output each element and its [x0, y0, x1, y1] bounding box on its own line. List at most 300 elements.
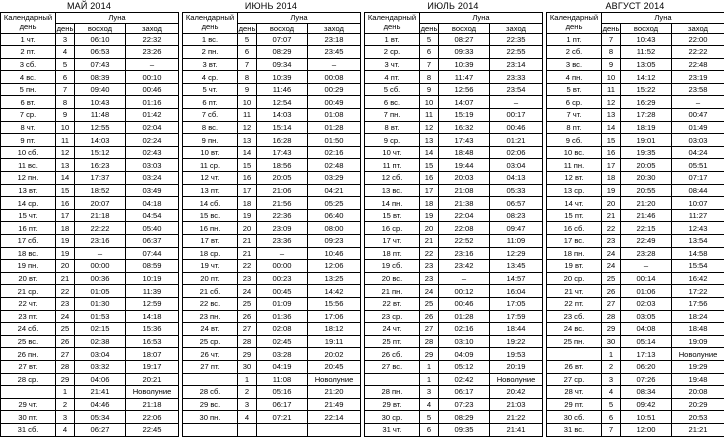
lunar-day-cell: 1 — [420, 360, 439, 373]
moonrise-cell: 20:03 — [439, 172, 490, 185]
table-row — [547, 310, 724, 323]
moonset-cell: 09:23 — [308, 235, 361, 248]
moonrise-cell: 11:46 — [257, 83, 308, 96]
calendar-day-cell: 30 пн. — [183, 411, 238, 424]
calendar-day-cell: 6 вт. — [1, 96, 56, 109]
table-row — [183, 197, 361, 210]
moonrise-cell: 21:38 — [439, 197, 490, 210]
moonset-cell: 02:24 — [126, 134, 179, 147]
lunar-day-cell: 14 — [420, 146, 439, 159]
lunar-day-cell: 21 — [420, 235, 439, 248]
moonrise-cell: 09:33 — [439, 46, 490, 59]
moonrise-cell: 15:22 — [621, 83, 672, 96]
calendar-day-cell: 23 пт. — [1, 310, 56, 323]
moonrise-cell: 14:12 — [621, 71, 672, 84]
moonset-cell: 18:44 — [490, 323, 543, 336]
lunar-day-cell: 30 — [238, 360, 257, 373]
calendar-day-cell: 11 вс. — [1, 159, 56, 172]
moonrise-cell: 06:53 — [75, 46, 126, 59]
calendar-day-cell: 20 вт. — [1, 272, 56, 285]
moonrise-cell: 17:43 — [439, 134, 490, 147]
moonset-cell: 06:57 — [490, 197, 543, 210]
moonset-cell: 22:14 — [308, 411, 361, 424]
calendar-day-cell: 22 чт. — [1, 297, 56, 310]
lunar-day-cell: 25 — [238, 297, 257, 310]
calendar-day-cell: 25 вс. — [1, 335, 56, 348]
lunar-day-cell: 19 — [602, 184, 621, 197]
table-row — [183, 323, 361, 336]
table-row — [365, 184, 543, 197]
moonrise-cell: 23:42 — [439, 260, 490, 273]
moonset-cell: 23:19 — [672, 71, 724, 84]
table-row — [183, 96, 361, 109]
lunar-day-cell: 29 — [56, 373, 75, 386]
table-row — [547, 235, 724, 248]
lunar-day-cell: 16 — [420, 172, 439, 185]
moonrise-cell: 05:34 — [75, 411, 126, 424]
lunar-day-cell: 16 — [238, 172, 257, 185]
table-row — [365, 197, 543, 210]
moonset-cell: 22:45 — [126, 423, 179, 436]
moonrise-cell: 23:16 — [75, 235, 126, 248]
moonset-cell: 10:07 — [672, 197, 724, 210]
moonrise-cell: 16:29 — [621, 96, 672, 109]
lunar-day-cell: 20 — [602, 197, 621, 210]
table-row — [183, 134, 361, 147]
table-row — [547, 373, 724, 386]
calendar-day-cell: 20 вс. — [365, 272, 420, 285]
calendar-day-cell: 29 чт. — [1, 398, 56, 411]
moonset-cell: 15:54 — [672, 260, 724, 273]
moonrise-cell: 22:49 — [621, 235, 672, 248]
lunar-day-cell: 7 — [420, 58, 439, 71]
lunar-day-cell: 10 — [602, 71, 621, 84]
calendar-day-cell — [365, 373, 420, 386]
calendar-day-cell: 8 вт. — [365, 121, 420, 134]
moonrise-cell: – — [75, 247, 126, 260]
moonset-cell: 04:24 — [672, 146, 724, 159]
lunar-day-cell: 26 — [56, 335, 75, 348]
table-row — [365, 423, 543, 436]
lunar-day-cell: 5 — [56, 58, 75, 71]
calendar-day-cell: 5 вт. — [547, 83, 602, 96]
moonrise-cell: 11:52 — [621, 46, 672, 59]
lunar-day-cell: 28 — [238, 335, 257, 348]
moonrise-cell: 16:28 — [257, 134, 308, 147]
lunar-day-cell: 19 — [420, 209, 439, 222]
moonrise-cell: 17:43 — [257, 146, 308, 159]
moonset-cell: 05:51 — [672, 159, 724, 172]
moonrise-cell: 23:36 — [257, 235, 308, 248]
calendar-day-cell: 28 ср. — [1, 373, 56, 386]
moonset-cell: 18:48 — [672, 323, 724, 336]
moonset-cell: 01:49 — [672, 121, 724, 134]
table-row — [547, 360, 724, 373]
moonset-cell: 03:04 — [490, 159, 543, 172]
lunar-day-cell: 25 — [602, 272, 621, 285]
moonrise-cell: 12:56 — [439, 83, 490, 96]
moonrise-cell: 06:17 — [257, 398, 308, 411]
table-row — [1, 96, 179, 109]
table-row — [365, 109, 543, 122]
table-row — [547, 96, 724, 109]
moonset-cell: 01:08 — [308, 109, 361, 122]
table-row — [183, 46, 361, 59]
calendar-day-cell: 17 сб. — [1, 235, 56, 248]
lunar-day-cell: 3 — [56, 33, 75, 46]
moonrise-cell — [257, 423, 308, 436]
moonrise-cell: 22:22 — [75, 222, 126, 235]
lunar-day-cell: 24 — [602, 247, 621, 260]
moonrise-cell: 02:15 — [75, 323, 126, 336]
moonrise-cell: 02:16 — [439, 323, 490, 336]
calendar-day-cell: 25 пн. — [547, 335, 602, 348]
calendar-day-cell: 8 вс. — [183, 121, 238, 134]
lunar-day-cell: 18 — [56, 222, 75, 235]
calendar-day-cell: 1 пт. — [547, 33, 602, 46]
lunar-day-cell: 21 — [602, 209, 621, 222]
calendar-day-cell: 14 чт. — [547, 197, 602, 210]
calendar-day-cell: 15 вс. — [183, 209, 238, 222]
moonrise-cell: 17:13 — [621, 348, 672, 361]
calendar-day-cell: 6 пт. — [183, 96, 238, 109]
month-block — [364, 0, 542, 432]
moonrise-cell: 00:45 — [257, 285, 308, 298]
calendar-day-cell: 13 вс. — [365, 184, 420, 197]
table-row — [183, 260, 361, 273]
moonset-cell: 20:45 — [308, 360, 361, 373]
moonset-cell: 21:03 — [490, 398, 543, 411]
calendar-day-cell: 5 пн. — [1, 83, 56, 96]
calendar-day-cell — [1, 386, 56, 399]
lunar-day-cell: 5 — [238, 33, 257, 46]
lunar-day-cell: 14 — [602, 121, 621, 134]
moonset-cell: 01:16 — [126, 96, 179, 109]
moonset-cell: Новолуние — [126, 386, 179, 399]
lunar-day-cell: 2 — [56, 398, 75, 411]
calendar-day-cell: 10 вс. — [547, 146, 602, 159]
calendar-day-cell: 13 вт. — [1, 184, 56, 197]
moonrise-cell: 11:08 — [257, 373, 308, 386]
moon-table — [182, 12, 361, 437]
moonrise-cell: 08:34 — [621, 386, 672, 399]
table-row — [365, 398, 543, 411]
calendar-day-cell: 14 сб. — [183, 197, 238, 210]
moonrise-cell: 18:48 — [439, 146, 490, 159]
lunar-day-cell: 23 — [56, 297, 75, 310]
moonrise-cell: 08:29 — [257, 46, 308, 59]
table-row — [365, 58, 543, 71]
lunar-day-cell: 8 — [56, 96, 75, 109]
calendar-day-cell: 18 пн. — [547, 247, 602, 260]
lunar-day-cell: 9 — [420, 83, 439, 96]
lunar-day-cell: 27 — [420, 323, 439, 336]
lunar-day-cell: 22 — [602, 222, 621, 235]
moonset-cell: 13:45 — [490, 260, 543, 273]
lunar-day-header: день — [238, 23, 257, 33]
calendar-day-cell: 26 пн. — [1, 348, 56, 361]
calendar-day-cell: 2 ср. — [365, 46, 420, 59]
table-row — [183, 360, 361, 373]
calendar-day-cell: 17 вт. — [183, 235, 238, 248]
calendar-day-cell: 16 сб. — [547, 222, 602, 235]
moonset-cell: 17:05 — [490, 297, 543, 310]
moonset-cell: 09:47 — [490, 222, 543, 235]
lunar-day-cell: 17 — [238, 184, 257, 197]
table-row — [547, 260, 724, 273]
calendar-day-cell: 15 чт. — [1, 209, 56, 222]
moonset-cell: 21:41 — [490, 423, 543, 436]
lunar-day-cell: 11 — [420, 109, 439, 122]
calendar-day-cell: 12 сб. — [365, 172, 420, 185]
moonset-cell: 04:18 — [126, 197, 179, 210]
lunar-day-cell: 13 — [602, 109, 621, 122]
lunar-day-cell: 27 — [56, 348, 75, 361]
calendar-day-cell — [547, 348, 602, 361]
table-row — [1, 58, 179, 71]
lunar-day-cell: 28 — [420, 335, 439, 348]
table-row — [183, 272, 361, 285]
moonset-cell: 06:40 — [308, 209, 361, 222]
table-row — [1, 272, 179, 285]
moonrise-cell: 05:16 — [257, 386, 308, 399]
table-row — [1, 109, 179, 122]
moonset-cell: 12:59 — [126, 297, 179, 310]
moonset-cell: 18:24 — [672, 310, 724, 323]
table-row — [547, 411, 724, 424]
moonrise-cell: 15:19 — [439, 109, 490, 122]
table-row — [1, 310, 179, 323]
lunar-day-cell: 4 — [420, 398, 439, 411]
calendar-day-cell: 7 сб. — [183, 109, 238, 122]
moonset-cell: 00:46 — [126, 83, 179, 96]
calendar-day-cell: 19 сб. — [365, 260, 420, 273]
lunar-day-cell: 22 — [420, 247, 439, 260]
calendar-day-cell: 11 пт. — [365, 159, 420, 172]
lunar-day-cell: 18 — [602, 172, 621, 185]
lunar-day-cell: 7 — [602, 423, 621, 436]
moonrise-cell: 23:28 — [621, 247, 672, 260]
calendar-day-cell: 19 чт. — [183, 260, 238, 273]
lunar-day-cell: 2 — [238, 386, 257, 399]
moonset-cell: 00:08 — [308, 71, 361, 84]
moonset-cell: 14:42 — [308, 285, 361, 298]
moonrise-cell: 03:28 — [257, 348, 308, 361]
moonrise-cell: 15:14 — [257, 121, 308, 134]
moonrise-cell: 07:26 — [621, 373, 672, 386]
moonrise-cell: 07:07 — [257, 33, 308, 46]
table-row — [1, 146, 179, 159]
calendar-day-cell: 26 чт. — [183, 348, 238, 361]
moonset-cell: – — [672, 96, 724, 109]
moonset-cell: 10:19 — [126, 272, 179, 285]
calendar-day-header — [183, 13, 238, 34]
lunar-day-cell: 17 — [56, 209, 75, 222]
calendar-day-cell: 3 сб. — [1, 58, 56, 71]
lunar-day-cell: 17 — [420, 184, 439, 197]
moonset-cell: 23:58 — [672, 83, 724, 96]
moonset-cell: 19:53 — [490, 348, 543, 361]
lunar-day-cell: 29 — [238, 348, 257, 361]
calendar-day-cell: 18 вс. — [1, 247, 56, 260]
moonrise-cell: 03:04 — [75, 348, 126, 361]
lunar-day-cell: 10 — [56, 121, 75, 134]
moonrise-cell: 17:28 — [621, 109, 672, 122]
moonrise-cell: 02:03 — [621, 297, 672, 310]
moonrise-cell: 21:08 — [439, 184, 490, 197]
moonrise-cell: 21:06 — [257, 184, 308, 197]
table-row — [365, 71, 543, 84]
table-row — [183, 348, 361, 361]
lunar-day-cell: 18 — [420, 197, 439, 210]
calendar-day-header-line1: Календарный — [368, 13, 416, 22]
moonset-cell: 19:09 — [672, 335, 724, 348]
calendar-day-cell: 7 чт. — [547, 109, 602, 122]
table-row — [1, 159, 179, 172]
table-row — [547, 335, 724, 348]
moon-header: Луна — [238, 13, 361, 24]
calendar-day-cell: 11 ср. — [183, 159, 238, 172]
moonset-cell: 00:17 — [490, 109, 543, 122]
moonset-cell: 20:19 — [490, 360, 543, 373]
moonset-cell: 16:53 — [126, 335, 179, 348]
calendar-day-cell: 3 чт. — [365, 58, 420, 71]
moonset-cell: 21:22 — [490, 411, 543, 424]
table-row — [365, 272, 543, 285]
calendar-day-cell: 22 вт. — [365, 297, 420, 310]
moonset-cell: 15:56 — [308, 297, 361, 310]
table-row — [547, 222, 724, 235]
moonset-cell: 03:03 — [126, 159, 179, 172]
calendar-day-cell: 3 вт. — [183, 58, 238, 71]
moonrise-cell: – — [439, 272, 490, 285]
moonset-cell: 00:29 — [308, 83, 361, 96]
lunar-day-cell: 15 — [56, 184, 75, 197]
moonset-cell: 23:14 — [490, 58, 543, 71]
lunar-day-cell: 25 — [420, 297, 439, 310]
moonset-cell: 23:26 — [126, 46, 179, 59]
lunar-day-cell: 16 — [602, 146, 621, 159]
table-row — [1, 172, 179, 185]
table-row — [547, 297, 724, 310]
table-row — [547, 348, 724, 361]
moonrise-cell: 09:35 — [439, 423, 490, 436]
table-row — [183, 121, 361, 134]
calendar-day-cell: 28 сб. — [183, 386, 238, 399]
table-row — [365, 172, 543, 185]
moonrise-cell: 20:55 — [621, 184, 672, 197]
moonrise-cell: 00:36 — [75, 272, 126, 285]
calendar-day-cell: 26 сб. — [365, 348, 420, 361]
table-row — [365, 209, 543, 222]
moonrise-cell: 16:32 — [439, 121, 490, 134]
calendar-day-cell: 5 сб. — [365, 83, 420, 96]
table-row — [547, 58, 724, 71]
lunar-day-cell: 14 — [56, 172, 75, 185]
table-row — [1, 285, 179, 298]
calendar-day-cell: 21 пн. — [365, 285, 420, 298]
calendar-day-cell: 9 сб. — [547, 134, 602, 147]
moonset-cell: 18:07 — [126, 348, 179, 361]
moonrise-cell: 14:03 — [257, 109, 308, 122]
lunar-day-cell: 4 — [602, 386, 621, 399]
calendar-day-cell: 27 пт. — [183, 360, 238, 373]
moonset-cell: 19:22 — [490, 335, 543, 348]
calendar-day-cell: 2 сб. — [547, 46, 602, 59]
lunar-day-cell: 19 — [238, 209, 257, 222]
moonrise-header: восход — [257, 23, 308, 33]
moonrise-cell: 00:12 — [439, 285, 490, 298]
moonset-cell: 04:21 — [308, 184, 361, 197]
lunar-day-cell: 12 — [56, 146, 75, 159]
calendar-day-cell: 19 пн. — [1, 260, 56, 273]
calendar-day-cell: 17 чт. — [365, 235, 420, 248]
moonrise-cell: 20:05 — [257, 172, 308, 185]
calendar-day-cell: 30 сб. — [547, 411, 602, 424]
table-row — [1, 360, 179, 373]
table-row — [1, 222, 179, 235]
calendar-day-cell: 2 пн. — [183, 46, 238, 59]
calendar-day-header — [547, 13, 602, 34]
table-row — [365, 373, 543, 386]
calendar-day-cell: 27 вт. — [1, 360, 56, 373]
moonset-cell: 20:02 — [308, 348, 361, 361]
calendar-day-cell: 20 пт. — [183, 272, 238, 285]
moonset-cell: 22:48 — [672, 58, 724, 71]
moon-header: Луна — [56, 13, 179, 24]
table-row — [365, 260, 543, 273]
calendar-day-header-line1: Календарный — [186, 13, 234, 22]
calendar-day-header-line2: день — [566, 22, 583, 31]
moonrise-cell: 00:00 — [257, 260, 308, 273]
calendar-day-cell — [183, 373, 238, 386]
calendar-day-cell: 15 пт. — [547, 209, 602, 222]
moonrise-cell: 08:39 — [75, 71, 126, 84]
calendar-day-cell: 16 пн. — [183, 222, 238, 235]
moonset-cell: 02:16 — [308, 146, 361, 159]
table-row — [365, 134, 543, 147]
calendar-day-cell: 12 чт. — [183, 172, 238, 185]
moonrise-cell: 08:29 — [439, 411, 490, 424]
moonset-header: заход — [126, 23, 179, 33]
moonset-cell: 16:04 — [490, 285, 543, 298]
lunar-day-cell: 15 — [420, 159, 439, 172]
lunar-day-cell: 12 — [420, 121, 439, 134]
moonset-cell: 01:50 — [308, 134, 361, 147]
calendar-day-cell: 19 вт. — [547, 260, 602, 273]
moonrise-cell: 09:42 — [621, 398, 672, 411]
moonset-cell: 20:08 — [672, 386, 724, 399]
table-row — [547, 71, 724, 84]
moonset-cell: 03:24 — [126, 172, 179, 185]
moonrise-cell: 07:43 — [75, 58, 126, 71]
moonrise-cell: 04:06 — [75, 373, 126, 386]
moonrise-cell: 19:44 — [439, 159, 490, 172]
moonset-cell: 02:43 — [126, 146, 179, 159]
calendar-day-cell: 7 пн. — [365, 109, 420, 122]
moonrise-cell: 09:40 — [75, 83, 126, 96]
moonset-cell: 01:21 — [490, 134, 543, 147]
moonset-cell: 01:42 — [126, 109, 179, 122]
table-row — [547, 146, 724, 159]
moonrise-cell: 23:09 — [257, 222, 308, 235]
moonrise-header: восход — [75, 23, 126, 33]
moonrise-cell: 08:27 — [439, 33, 490, 46]
table-row — [547, 109, 724, 122]
lunar-day-cell: 9 — [238, 83, 257, 96]
moonrise-cell: 18:19 — [621, 121, 672, 134]
calendar-day-cell: 12 вт. — [547, 172, 602, 185]
